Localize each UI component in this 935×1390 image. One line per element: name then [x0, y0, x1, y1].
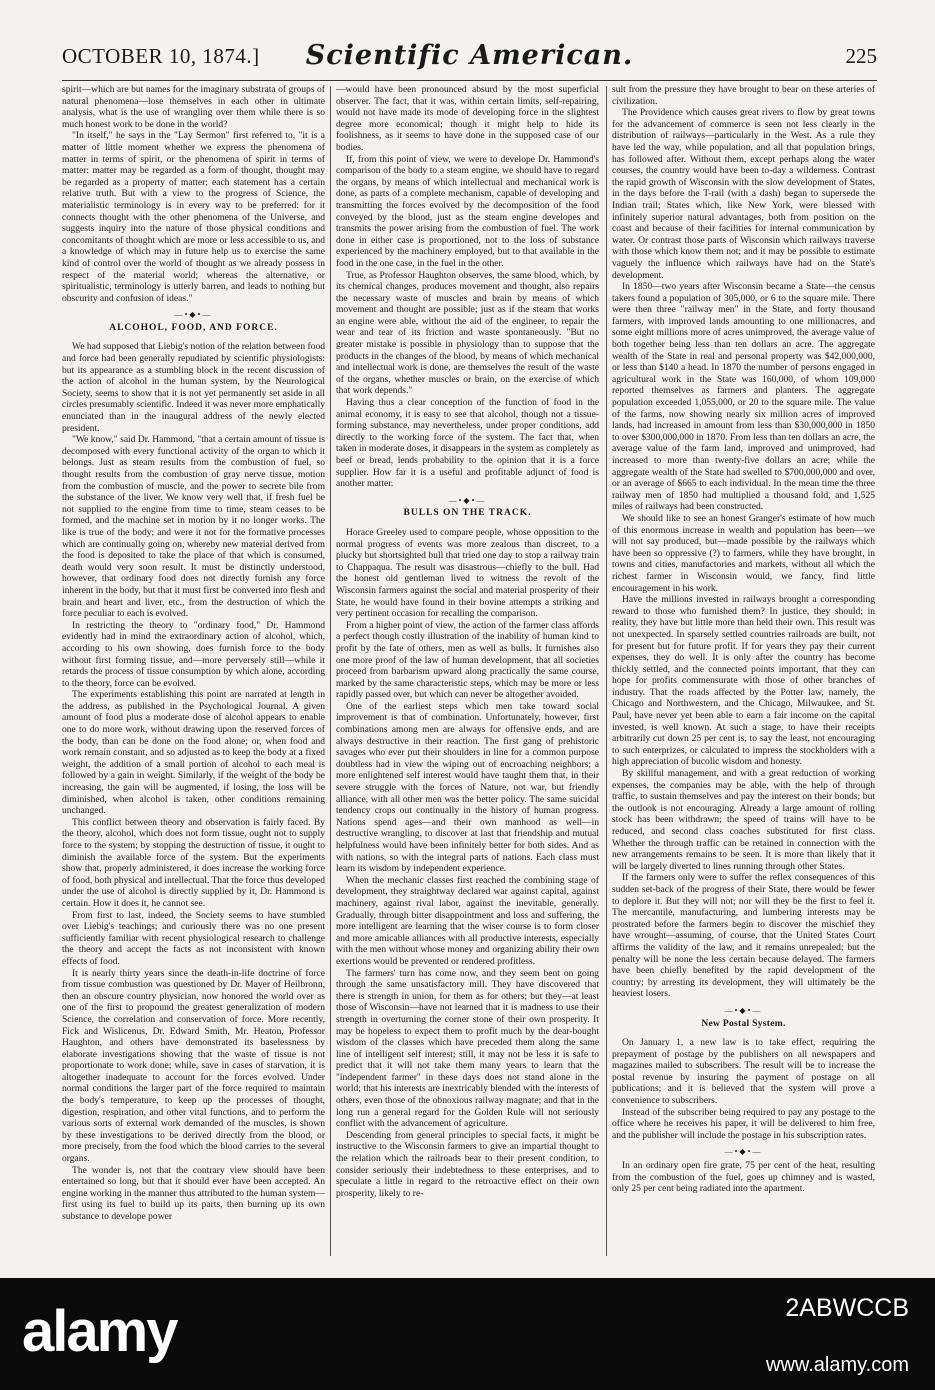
paragraph: The experiments establishing this point are narrated at length in the address, as published in the Psychological Journal. A given amount of food plus a moderate dose of alcohol appears to enable one to do more work, without drawing upon the reserved forces of the body, than can be done on the food alone; or, when food and work remain constant, and so adjusted as to keep the body at a fixed weight, the addition of a small portion of alcohol to each meal is followed by a gain in weight. Similarly, if the weight of the body be increasing, the gain will be augmented, if losing, the loss will be diminished, when alcohol is taken, other conditions remaining unchanged. — [62, 689, 325, 817]
paragraph: sult from the pressure they have brought to bear on these arteries of civilization. — [612, 84, 875, 107]
paragraph: We should like to see an honest Granger's estimate of how much of this enormous increase in wealth and population has been—we will not say produced, but—made possible by the railways which have been so oppressive (?) to farmers, while they have brought, in towns and cities, manufactories and markets, without all which the richest farmer in Wisconsin would, we fancy, find little encouragement in his work. — [612, 512, 875, 594]
watermark-banner — [0, 1278, 935, 1390]
paragraph: When the mechanic classes first reached the combining stage of development, they straightway declared war against capital, against machinery, against rival labor, against the inevitable, generally. Gradually, through bitter disappointment and loss and suffering, the more intelligent are learning that the wiser course is to form closer and more amicable alliances with all productive interests, especially with the men without whose money and organizing ability their own exertions would be prevented or rendered profitless. — [336, 874, 599, 967]
column-divider — [606, 86, 607, 1256]
alamy-logo: alamy — [22, 1299, 177, 1364]
masthead-title: Scientific American. — [305, 40, 634, 71]
paragraph: —would have been pronounced absurd by the most superficial observer. The fact, that it was, within certain limits, self-repairing, would not have made its mode of developing force in the slightest degree more economical; though it might help to hide its foolishness, as it seems to have done in the supposed case of our bodies. — [336, 84, 599, 153]
section-ornament: —•◆•— — [448, 495, 487, 505]
column-divider — [330, 86, 331, 1256]
paragraph: "We know," said Dr. Hammond, "that a certain amount of tissue is decomposed with every functional activity of the organ to which it belongs. Just as steam results from the combustion of fuel, so thought results from the combustion of gray nerve tissue, motion from the combustion of muscle, and the power to secrete bile from the substance of the liver. We know very well that, if fresh fuel be not supplied to the engine from time to time, steam ceases to be formed, and the machine set in motion by it no longer works. The like is true of the body; and were it not for the formative processes which are continually going on, whereby new material derived from the food is deposited to take the place of that which is consumed, death would very soon result. It must be distinctly understood, however, that ordinary food does not directly furnish any force inherent in the body, but that it must first be converted into flesh and brain and heart and liver, etc., from the destruction of which the force peculiar to each is evolved. — [62, 434, 325, 620]
section-ornament: —•◆•— — [724, 1147, 763, 1157]
paragraph: In an ordinary open fire grate, 75 per cent of the heat, resulting from the combustion of the fuel, goes up chimney and is wasted, only 25 per cent being radiated into the apartment. — [612, 1160, 875, 1195]
column-3 — [612, 84, 875, 1264]
paragraph: If, from this point of view, we were to develope Dr. Hammond's comparison of the body to a steam engine, we should have to regard the organs, by means of which intellectual and mechanical work is done, as parts of a complete mechanism, capable of developing and transmitting the forces evolved by the decomposition of the food conveyed by the blood, just as the steam engine developes and transmits the power arising from the combustion of fuel. The work done in either case is proportioned, not to the loss of substance experienced by the machinery employed, but to that available in the food in the one case, in the fuel in the other. — [336, 153, 599, 269]
article-heading: BULLS ON THE TRACK. — [403, 508, 532, 519]
paragraph: Descending from general principles to special facts, it might be instructive to the Wisconsin farmers to give an impartial thought to the relation which the railroads bear to their present condition, to consider seriously their indebtedness to these enterprises, and to speculate a little in regard to the retroactive effect on their own prosperity, likely to re- — [336, 1129, 599, 1199]
paragraph: By skillful management, and with a great reduction of working expenses, the companies may be able, with the help of through traffic, to sustain themselves and pay the interest on their bonds; but the outlook is not encouraging. Already a large amount of rolling stock has been withdrawn; the speed of trains will have to be reduced, and second class coaches substituted for first class. Whether the through traffic can be retained in connection with the new arrangements remains to be seen. It is more than likely that it will be largely diverted to lines running through other States. — [612, 768, 875, 872]
paragraph: The wonder is, not that the contrary view should have been entertained so long, but that it should ever have been accepted. An engine working in the manner thus attributed to the human system—first using its fuel to build up its parts, then burning up its own substance to develope power — [62, 1164, 325, 1222]
paragraph: In restricting the theory to "ordinary food," Dr. Hammond evidently had in mind the extraordinary action of alcohol, which, according to his own showing, does furnish force to the body without first forming tissue, and—more perversely still—while it retards the process of tissue consumption by which alone, according to the theory, force can be evolved. — [62, 619, 325, 689]
paragraph: From a higher point of view, the action of the farmer class affords a perfect though costly illustration of the inability of human kind to profit by the fate of others, men as well as bulls. It furnishes also one more proof of the law of human development, that all societies proceed from barbarism upward along practically the same course, marked by the same characteristic steps, which may be more or less rapidly passed over, but which can never be altogether avoided. — [336, 619, 599, 701]
paragraph: The Providence which causes great rivers to flow by great towns for the advancement of commerce is seen not less clearly in the distribution of railways—particularly in the West. As a rule they have led the way, while population, and all that population brings, has followed after. Without them, except perhaps along the water courses, the country would have been to-day a wilderness. Contrast the rapid growth of Wisconsin with the slow development of States, in the days before the T-rail (with a dash) began to supersede the Indian trail; States which, like New York, were blessed with infinitely superior natural advantages, both from position on the coast and because of their facilities for internal communication by water. Or contrast those parts of Wisconsin which railways traverse with those which know them not; and it may be possible to estimate vaguely the influence which railways have had on the State's development. — [612, 107, 875, 281]
issue-date: OCTOBER 10, 1874.] — [62, 44, 260, 68]
column-2 — [336, 84, 599, 1264]
paragraph: We had supposed that Liebig's notion of the relation between food and force had been generally repudiated by scientific physiologists: but its appearance as a stumbling block in the recent discussion of the action of alcohol in the human system, by the Neurological Society, seems to show that it is not yet permanently set aside in all circles presumably scientific. Indeed it was never more emphatically enunciated than in the inaugural address of the newly elected president. — [62, 341, 325, 434]
paragraph: The farmers' turn has come now, and they seem bent on going through the same unsatisfactory mill. They have discovered that there is strength in union, for them as for others; but they—at least those of Wisconsin—have not learned that it is madness to use their strength in overturning the corner stone of their own prosperity. It may be hopeless to expect them to profit much by the dear-bought wisdom of the classes which have preceded them along the same line of intelligent self interest; still, it may not be less it is safe to predict that it will not take them many years to learn that the "independent farmer" in these days does not stand alone in the world; that his interests are inextricably blended with the interests of others, even those of the obnoxious railway magnate; and that in the long run a general regard for the Golden Rule will not seriously conflict with the advancement of agriculture. — [336, 967, 599, 1130]
paragraph: True, as Professor Haughton observes, the same blood, which, by its chemical changes, produces movement and thought, also repairs the necessary waste of muscles and brain by means of which movement and thought are possible; just as if the steam that works an engine were able, without the aid of the engineer, to repair the wear and tear of its friction and waste spontaneously. "But no greater mistake is possible in physiology than to suppose that the products in the changes of the blood, by means of which mechanical and intellectual work is done, are themselves the result of the waste of the organs, whether muscles or brain, on the exercise of which that work depends." — [336, 269, 599, 397]
paragraph: From first to last, indeed, the Society seems to have stumbled over Liebig's teachings; and curiously there was no one present sufficiently familiar with recent physiological research to challenge the theory and accept the facts as not inconsistent with known effects of food. — [62, 909, 325, 967]
paragraph: spirit—which are but names for the imaginary substrata of groups of natural phenomena—lose themselves in each other in ultimate analysis, what is the use of wrangling over them while there is so much honest work to be done in the world? — [62, 84, 325, 130]
site-url: www.alamy.com — [766, 1354, 909, 1376]
paragraph: "In itself," he says in the "Lay Sermon" first referred to, "it is a matter of little moment whether we express the phenomena of matter in terms of spirit, or the phenomena of spirit in terms of matter: matter may be regarded as a form of thought, thought may be regarded as a property of matter; each statement has a certain relative truth. But with a view to the progress of Science, the materialistic terminology is in every way to be preferred: for it connects thought with the other phenomena of the Universe, and suggests inquiry into the nature of those physical conditions and concomitants of thought which are more or less accessible to us, and a knowledge of which may in future help us to exercise the same kind of control over the world of thought as we already possess in respect of the material world; whereas the alternative, or spiritualistic, terminology is utterly barren, and leads to nothing but obscurity and confusion of ideas." — [62, 130, 325, 304]
column-1 — [62, 84, 325, 1264]
paragraph: It is nearly thirty years since the death-in-life doctrine of force from tissue combustion was questioned by Dr. Mayer of Heilbronn, then an obscure country physician, now honored the world over as one of the first to propound the greatest generalization of modern Science, the correlation and conservation of force. More recently, Fick and Wislicenus, Dr. Edward Smith, Mr. Heaton, Professor Haughton, and others have demonstrated its baselessness by elaborate investigations showing that the waste of tissue is not proportionate to work done; while, save in cases of starvation, it is altogether inadequate to account for the forces evolved. Under normal conditions the larger part of the force required to maintain the body's temperature, to keep up the processes of thought, digestion, respiration, and other vital functions, and to perform the various sorts of external work demanded of the muscles, is shown by these investigations to be derived directly from the blood, or more precisely, from the food which the blood carries to the several organs. — [62, 967, 325, 1165]
paragraph: Having thus a clear conception of the function of food in the animal economy, it is easy to see that alcohol, though not a tissue-forming substance, may nevertheless, under proper conditions, add directly to the working force of the system. The fact that, when taken in moderate doses, it disappears in the system as completely as beef or bread, lends probability to the opinion that it is a force supplier. How far it is a useful and profitable adjunct of food is another matter. — [336, 397, 599, 490]
paragraph: This conflict between theory and observation is fairly faced. By the theory, alcohol, which does not form tissue, ought not to supply force to the system; by stopping the destruction of tissue, it ought to diminish the available force of the system. But the experiments show that, properly administered, it does increase the working force of food, both physical and intellectual. That the force thus developed under the use of alcohol is directly supplied by it, Dr. Hammond is certain. How it does it, he cannot see. — [62, 816, 325, 909]
paragraph: On January 1, a new law is to take effect, requiring the prepayment of postage by the publishers on all newspapers and magazines mailed to subscribers. The result will be to increase the postal revenue by insuring the payment of postage on all publications; and it is believed that the system will prove a convenience to subscribers. — [612, 1037, 875, 1107]
paragraph: If the farmers only were to suffer the reflex consequences of this sudden set-back of the progress of their State, there would be fewer to deplore it. But they will not; nor will they be the first to feel it. The mercantile, manufacturing, and lumbering interests may be prostrated before the farmers begin to discover the mischief they have wrought—assuming, of course, that the United States Court affirms the validity of the law, and it remains unrepealed; but the penalty will be none the less certain because delayed. The farmers have been chiefly benefited by the rapid development of the country; by arresting its development, they will ultimately be the heaviest losers. — [612, 872, 875, 1000]
section-ornament: —•◆•— — [174, 310, 213, 320]
paragraph: In 1850—two years after Wisconsin became a State—the census takers found a population of 305,000, or 6 to the square mile. There were then three "railway men" in the State, and forty thousand farmers, with improved lands amounting to one millionacres, and some eight millions more of acres unimproved, the average value of both together being less than ten dollars an acre. The aggregate wealth of the State in real and personal property was $42,000,000, or less than $140 a head. In 1870 the number of persons engaged in agricultural work in the State was 160,000, of whom 109,000 reported themselves as farmers and planters. The aggregate population exceeded 1,055,000, or 20 to the square mile. The value of the farms, now showing nearly six million acres of improved lands, had increased in amount from less than $30,000,000 in 1850 to over $300,000,000 in 1870. From less than ten dollars an acre, the average value of the farm land, improved and unimproved, had increased to more than twenty-five dollars an acre; while the aggregate wealth of the State had swelled to $700,000,000 and over, or an average of $665 to each individual. In the mean time the three railway men of 1850 had multiplied a thousand fold, and 1,525 miles of railways had been constructed. — [612, 281, 875, 513]
paragraph: Have the millions invested in railways brought a corresponding reward to those who furnished them? In justice, they should; in reality, they have but little more than held their own. This result was not unexpected. In sparsely settled countries railroads are built, not for present but for future profit. If for years they pay their current expenses, they do well. It is only after the country has become thickly settled, and the connected points important, that they can hope for profits commensurate with those of other branches of industry. That the roads affected by the Potter law, namely, the Chicago and Northwestern, and the Chicago, Milwaukee, and St. Paul, have never yet been able to earn a fair income on the capital invested, is well known. At such a stage, to have their receipts arbitrarily cut down 25 per cent is, to say the least, not encouraging to such enterprizes, or calculated to impress the stockholders with a high appreciation of bucolic wisdom and honesty. — [612, 594, 875, 768]
paragraph: One of the earliest steps which men take toward social improvement is that of combination. Unfortunately, however, first combinations among men are always for offensive ends, and are always destructive in their reaction. The first gang of prehistoric savages who ever put their shoulders in line for a common purpose doubtless had in view the wiping out of encroaching neighbors; a more enlightened self interest would have taught them that, in their severe struggle with the forces of Nature, not war, but friendly alliance, with all other men was the better policy. The same suicidal tendency crops out continually in the history of human progress. Nations spend ages—and their own manhood as well—in destructive wrangling, to discover at last that friendship and mutual helpfulness would have been infinitely better for both sides. And as with nations, so with the integral parts of nations. Each class must learn its wisdom by independent experience. — [336, 700, 599, 875]
page-header — [62, 40, 877, 74]
article-heading: ALCOHOL, FOOD, AND FORCE. — [109, 322, 278, 333]
article-heading: New Postal System. — [701, 1018, 786, 1029]
image-id: 2ABWCCB — [785, 1294, 909, 1322]
paragraph: Horace Greeley used to compare people, whose opposition to the normal progress of events was more zealous than discreet, to a plucky but shortsighted bull that tried one day to stop a railway train to Chappaqua. The result was disastrous—chiefly to the bull. Had the honest old gentleman lived to witness the revolt of the Wisconsin farmers against the social and material prosperity of their State, he would have found in their bovine attempts a striking and very pertinent occasion for recalling the comparison. — [336, 526, 599, 620]
paragraph: Instead of the subscriber being required to pay any postage to the office where he receives his paper, it will be delivered to him free, and the publisher will include the postage in his subscription rates. — [612, 1106, 875, 1141]
header-rule — [62, 80, 877, 81]
page-number: 225 — [845, 44, 877, 68]
section-ornament: —•◆•— — [724, 1005, 763, 1015]
